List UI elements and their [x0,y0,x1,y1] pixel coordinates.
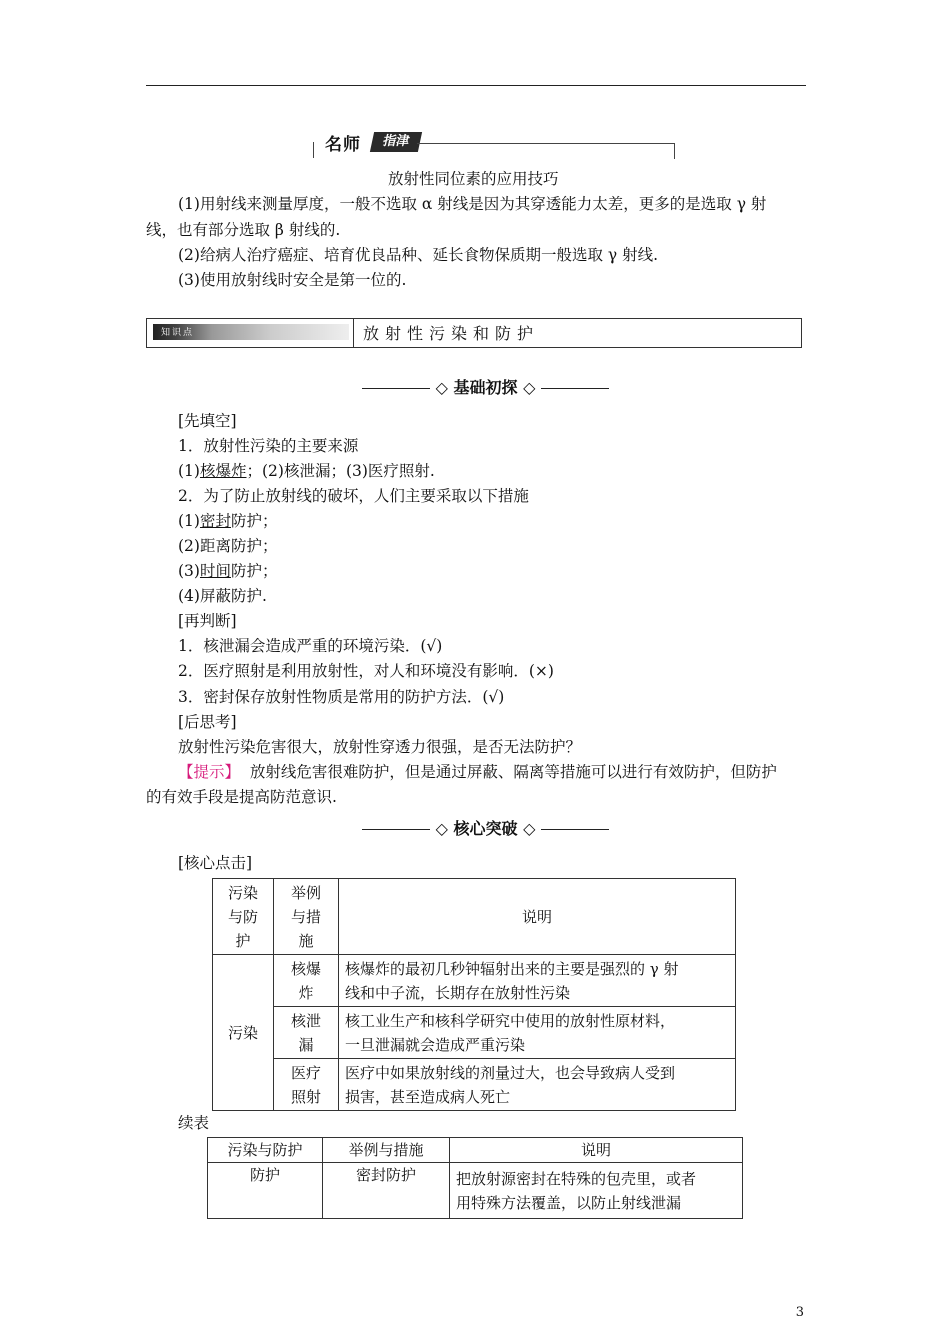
table-header-row [208,1138,743,1163]
item-cell: 医疗 照射 [274,1059,339,1111]
protection-table [207,1137,743,1219]
answer-blank: 核爆炸 [199,462,247,480]
header-cell: 说明 [339,879,736,955]
think-question: 放射性污染危害很大，放射性穿透力很强，是否无法防护？ [178,738,582,756]
judge-2: 2．医疗照射是利用放射性，对人和环境没有影响．(×) [178,662,554,680]
tip-header-left-tick [313,142,314,158]
desc-cell: 把放射源密封在特殊的包壳里，或者 用特殊方法覆盖，以防止射线泄漏 [450,1163,743,1219]
question-2: 2．为了防止放射线的破坏，人们主要采取以下措施 [178,487,529,505]
tip-paragraph-2: (2)给病人治疗癌症、培育优良品种、延长食物保质期一般选取 γ 射线. [178,246,659,264]
header-cell: 污染与防护 [208,1138,323,1163]
tip-badge: 指津 [370,132,422,152]
tip-header-right-tick [674,143,675,159]
hint-line-1: 【提示】 放射线危害很难防护，但是通过屏蔽、隔离等措施可以进行有效防护，但防护 [178,763,777,781]
heading-right-rule [541,388,609,389]
header-cell: 说明 [450,1138,743,1163]
tip-paragraph-1a: (1)用射线来测量厚度，一般不选取 α 射线是因为其穿透能力太差，更多的是选取 γ 射 [178,195,767,213]
table-row [213,955,736,1007]
diamond-icon: ◇ [435,819,448,838]
question-1: 1．放射性污染的主要来源 [178,437,359,455]
answer-blank: 密封 [199,512,231,530]
knowledge-point-divider [353,319,354,347]
core-label: [核心点击] [178,854,253,872]
tip-paragraph-1b: 线，也有部分选取 β 射线的. [146,221,341,239]
continued-label: 续表 [178,1114,210,1132]
tip-title: 放射性同位素的应用技巧 [388,170,559,188]
pollution-table [212,878,736,1111]
group-cell: 防护 [208,1163,323,1219]
section-heading-basic: ◇ 基础初探 ◇ [362,377,609,399]
question-1-answers: (1)核爆炸；(2)核泄漏；(3)医疗照射. [178,462,435,480]
fill-label: [先填空] [178,412,237,430]
item-cell: 密封防护 [323,1163,450,1219]
group-cell: 污染 [213,955,274,1111]
table-row [213,1007,736,1059]
table-row [213,1059,736,1111]
header-cell: 举例与措施 [323,1138,450,1163]
knowledge-point-box [146,318,802,348]
heading-right-rule [541,829,609,830]
judge-1: 1．核泄漏会造成严重的环境污染．(√) [178,637,443,655]
item-cell: 核泄 漏 [274,1007,339,1059]
hint-label: 【提示】 [178,763,241,781]
tip-header-rule [417,143,675,144]
heading-left-rule [362,388,430,389]
tip-label: 名师 [325,135,361,155]
diamond-icon: ◇ [523,819,536,838]
heading-left-rule [362,829,430,830]
knowledge-point-tag: 知识点 [153,324,349,340]
question-2-answer-1: (1)密封防护； [178,512,278,530]
question-2-answer-4: (4)屏蔽防护. [178,587,267,605]
judge-label: [再判断] [178,612,237,630]
knowledge-point-title: 放射性污染和防护 [363,324,540,343]
page-number: 3 [795,1305,804,1320]
diamond-icon: ◇ [523,378,536,397]
tip-header [313,130,677,158]
header-cell: 污染 与防 护 [213,879,274,955]
header-rule [146,85,806,86]
judge-3: 3．密封保存放射性物质是常用的防护方法．(√) [178,688,505,706]
question-2-answer-2: (2)距离防护； [178,537,278,555]
tip-paragraph-3: (3)使用放射线时安全是第一位的. [178,271,407,289]
think-label: [后思考] [178,713,237,731]
table-header-row [213,879,736,955]
desc-cell: 医疗中如果放射线的剂量过大，也会导致病人受到 损害，甚至造成病人死亡 [339,1059,736,1111]
diamond-icon: ◇ [435,378,448,397]
item-cell: 核爆 炸 [274,955,339,1007]
section-heading-core: ◇ 核心突破 ◇ [362,818,609,840]
hint-line-2: 的有效手段是提高防范意识. [146,788,337,806]
desc-cell: 核爆炸的最初几秒钟辐射出来的主要是强烈的 γ 射 线和中子流，长期存在放射性污染 [339,955,736,1007]
header-cell: 举例 与措 施 [274,879,339,955]
answer-blank: 时间 [199,562,231,580]
table-row [208,1163,743,1219]
question-2-answer-3: (3)时间防护； [178,562,278,580]
desc-cell: 核工业生产和核科学研究中使用的放射性原材料， 一旦泄漏就会造成严重污染 [339,1007,736,1059]
